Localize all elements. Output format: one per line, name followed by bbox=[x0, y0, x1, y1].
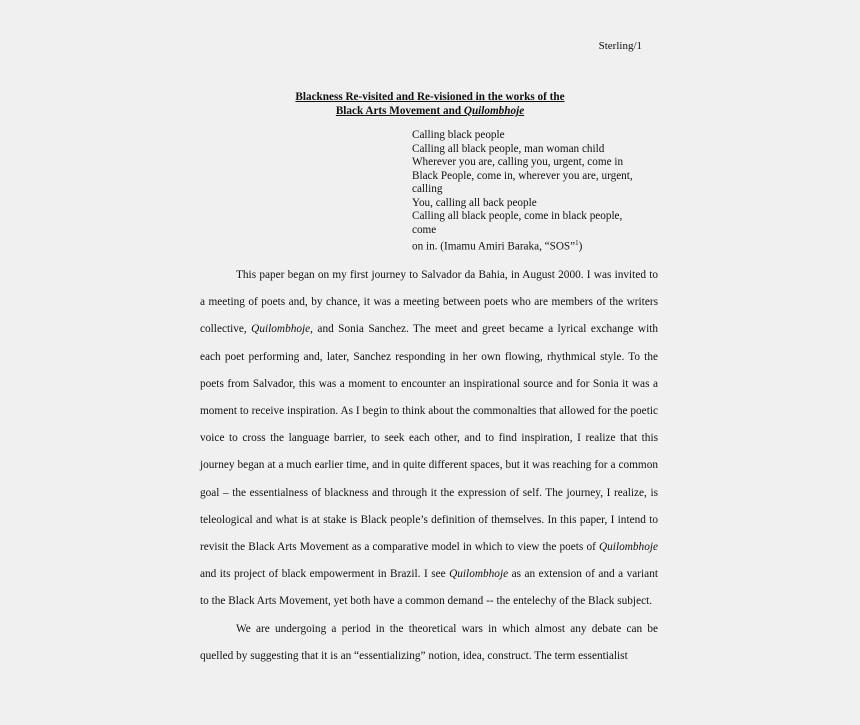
title-line-2 bbox=[200, 104, 660, 118]
document-title bbox=[200, 90, 660, 118]
epigraph-line: You, calling all back people bbox=[412, 196, 537, 209]
p1-text-d: as an extension of and a variant to the Black Arts Movement, yet both have a common demand -- the entelechy of the Black subject. bbox=[200, 568, 658, 608]
title-line-2-text: Black Arts Movement and bbox=[335, 105, 464, 117]
epigraph-line: Calling all black people, come in black people, bbox=[412, 210, 623, 222]
epigraph-line: come bbox=[412, 223, 437, 236]
epigraph-line: Wherever you are, calling you, urgent, come in bbox=[412, 156, 624, 168]
epigraph-citation-line bbox=[412, 237, 652, 254]
p1-text-c: and its project of black empowerment in Brazil. I see bbox=[200, 568, 450, 581]
p1-text-b: , and Sonia Sanchez. The meet and greet became a lyrical exchange with each poet performing and, later, Sanchez responding in her own flowing, rhythmical style. To the poets from Salvador, this was a moment to encounter an inspirational source and for Sonia it was a moment to receive inspiration. As I begin to think about the commonalties that allowed for the poetic voice to cross the language barrier, to seek each other, and to find inspiration, I realize that this journey began at a much earlier time, and in quite different spaces, but it was reaching for a common goal – the essentialness of blackness and through it the expression of self. The journey, I realize, is teleological and what is at stake is Black people’s definition of themselves. In this paper, I intend to revisit the Black Arts Movement as a comparative model in which to view the poets of bbox=[200, 323, 658, 554]
page-number-header: Sterling/1 bbox=[598, 40, 642, 52]
paragraph-2: We are undergoing a period in the theoretical wars in which almost any debate can be quelled by suggesting that it is an “essentializing” notion, idea, construct. The term essentialist bbox=[200, 622, 658, 662]
body-text bbox=[200, 262, 658, 670]
epigraph-line: calling bbox=[412, 183, 443, 195]
paragraph-1 bbox=[200, 262, 658, 616]
p1-italic-quilombhoje: Quilombhoje bbox=[449, 568, 509, 581]
p1-text-a: This paper began on my first journey to Salvador da Bahia, in August 2000. I was invited to a meeting of poets and, by chance, it was a meeting between poets who are members of the writers collective, bbox=[200, 269, 658, 336]
title-line-1: Blackness Re-visited and Re-visioned in the works of the bbox=[295, 91, 565, 103]
epigraph-poem bbox=[412, 129, 652, 254]
footnote-ref-1[interactable]: 1 bbox=[575, 239, 579, 247]
epigraph-line: Black People, come in, wherever you are, urgent, bbox=[412, 169, 633, 182]
epigraph-citation-text: on in. (Imamu Amiri Baraka, “SOS” bbox=[412, 240, 576, 253]
epigraph-citation-close: ) bbox=[578, 240, 583, 253]
title-italic-quilombhoje: Quilombhoje bbox=[463, 105, 525, 117]
epigraph-line: Calling black people bbox=[412, 129, 505, 141]
p1-italic-quilombhoje: Quilombhoje bbox=[251, 323, 311, 336]
epigraph-line: Calling all black people, man woman child bbox=[412, 142, 605, 155]
p1-italic-quilombhoje: Quilombhoje bbox=[599, 541, 658, 554]
